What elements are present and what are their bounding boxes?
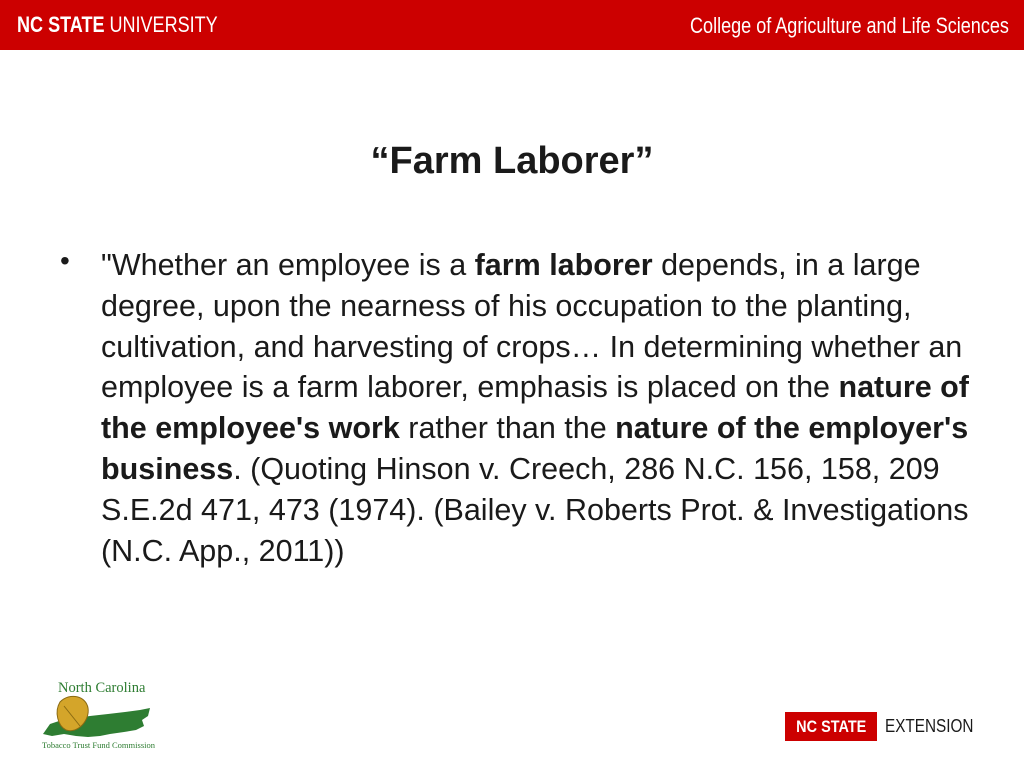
extension-logo-word: EXTENSION [885,716,974,736]
body-bold-farm-laborer: farm laborer [474,248,653,282]
slide-body-text [101,245,981,571]
body-text-3: rather than the [399,411,616,446]
tobacco-logo-title: North Carolina [58,680,146,696]
nc-state-extension-logo[interactable] [785,712,985,741]
body-text-1: "Whether an employee is a [101,248,475,282]
body-text-2: depends, in a large degree, upon the nearness of his occupation to the planting, cultivation, and harvesting of crops… In determining whether an employee is a farm laborer, emphasis is placed on the [101,248,963,405]
brand-regular-text: UNIVERSITY [109,12,218,37]
header-bar [0,0,1024,50]
extension-logo-red-text: NC STATE [795,717,867,736]
body-bold-employer-business: nature of the employer's business [101,411,969,486]
body-text-4: . (Quoting Hinson v. Creech, 286 N.C. 156, 158, 209 S.E.2d 471, 473 (1974). (Bailey v. Roberts Prot. & Investigations (N.C. App., 2011)) [101,451,969,568]
nc-state-map-icon [40,690,155,742]
body-bold-employee-work: nature of the employee's work [101,370,969,446]
college-name[interactable]: College of Agriculture and Life Sciences [690,13,1009,38]
extension-logo-red-block [785,712,877,741]
nc-state-university-logo[interactable] [17,12,218,38]
tobacco-trust-fund-logo [40,680,155,752]
brand-bold-text: NC STATE [17,12,105,37]
bullet-icon: • [60,245,70,276]
tobacco-logo-subtitle: Tobacco Trust Fund Commission [42,740,155,750]
slide-title: “Farm Laborer” [370,140,654,182]
